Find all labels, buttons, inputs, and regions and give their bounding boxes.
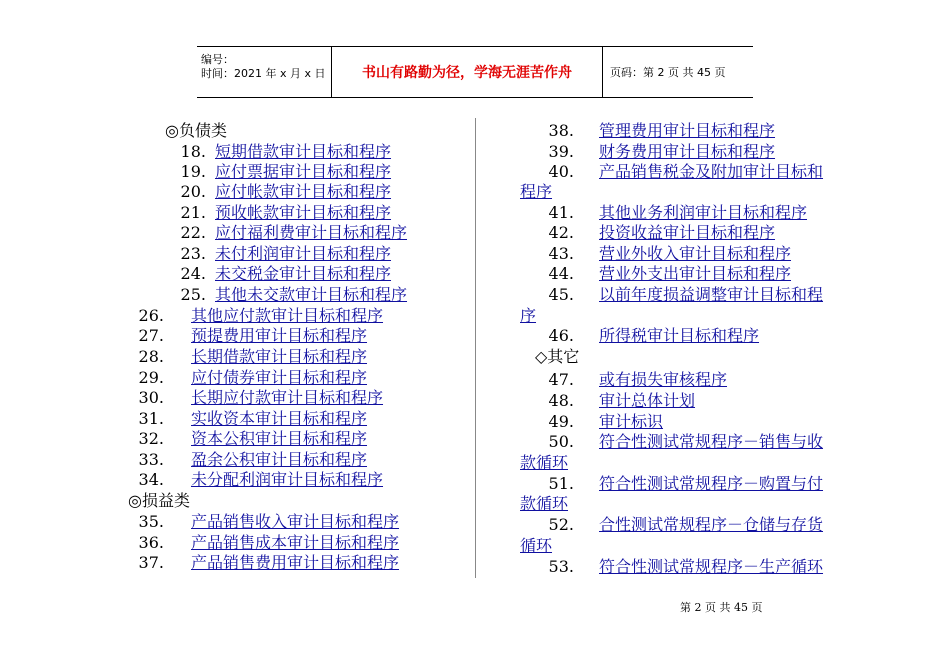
item-number: 49. — [548, 412, 574, 431]
item-link[interactable]: 资本公积审计目标和程序 — [191, 429, 368, 448]
item-link[interactable]: 盈余公积审计目标和程序 — [191, 450, 368, 469]
item-link-continuation[interactable]: 序 — [520, 306, 537, 325]
section-liabilities: ◎负债类 — [165, 121, 227, 140]
item-number: 22. — [180, 223, 206, 242]
item-number: 44. — [548, 264, 574, 283]
time-label: 时间：2021 年 x 月 x 日 — [201, 67, 326, 80]
item-number: 24. — [180, 264, 206, 283]
item-number: 39. — [548, 142, 574, 161]
item-number: 23. — [180, 244, 206, 263]
item-number: 37. — [138, 553, 164, 572]
item-link[interactable]: 或有损失审核程序 — [599, 370, 728, 389]
item-link[interactable]: 长期借款审计目标和程序 — [191, 347, 368, 366]
item-number: 31. — [138, 409, 164, 428]
item-link[interactable]: 其他业务利润审计目标和程序 — [599, 203, 808, 222]
item-number: 18. — [180, 142, 206, 161]
item-number: 30. — [138, 388, 164, 407]
item-link[interactable]: 其他应付款审计目标和程序 — [191, 306, 384, 325]
item-number: 48. — [548, 391, 574, 410]
item-number: 27. — [138, 326, 164, 345]
item-number: 46. — [548, 326, 574, 345]
item-link[interactable]: 审计标识 — [599, 412, 664, 431]
item-link[interactable]: 产品销售成本审计目标和程序 — [191, 533, 400, 552]
item-link[interactable]: 预收帐款审计目标和程序 — [215, 203, 392, 222]
item-link[interactable]: 应付债券审计目标和程序 — [191, 368, 368, 387]
column-divider — [475, 118, 476, 578]
item-link[interactable]: 预提费用审计目标和程序 — [191, 326, 368, 345]
item-link[interactable]: 未付利润审计目标和程序 — [215, 244, 392, 263]
item-link-continuation[interactable]: 款循环 — [520, 494, 569, 513]
item-link[interactable]: 应付帐款审计目标和程序 — [215, 182, 392, 201]
item-link[interactable]: 未分配利润审计目标和程序 — [191, 470, 384, 489]
item-link[interactable]: 其他未交款审计目标和程序 — [215, 285, 408, 304]
item-number: 29. — [138, 368, 164, 387]
item-link[interactable]: 未交税金审计目标和程序 — [215, 264, 392, 283]
item-link[interactable]: 符合性测试常规程序－购置与付 — [599, 474, 824, 493]
item-number: 21. — [180, 203, 206, 222]
item-link[interactable]: 以前年度损益调整审计目标和程 — [599, 285, 824, 304]
item-link[interactable]: 合性测试常规程序－仓储与存货 — [599, 515, 824, 534]
item-link[interactable]: 符合性测试常规程序－生产循环 — [599, 557, 824, 576]
item-link[interactable]: 长期应付款审计目标和程序 — [191, 388, 384, 407]
item-number: 41. — [548, 203, 574, 222]
item-link[interactable]: 管理费用审计目标和程序 — [599, 121, 776, 140]
page-header — [197, 46, 753, 98]
item-number: 33. — [138, 450, 164, 469]
item-link[interactable]: 营业外支出审计目标和程序 — [599, 264, 792, 283]
section-other: ◇其它 — [535, 347, 580, 366]
item-link[interactable]: 应付票据审计目标和程序 — [215, 162, 392, 181]
item-number: 19. — [180, 162, 206, 181]
item-link[interactable]: 营业外收入审计目标和程序 — [599, 244, 792, 263]
item-link[interactable]: 审计总体计划 — [599, 391, 696, 410]
item-number: 53. — [548, 557, 574, 576]
item-number: 36. — [138, 533, 164, 552]
item-number: 26. — [138, 306, 164, 325]
header-motto: 书山有路勤为径，学海无涯苦作舟 — [331, 47, 603, 97]
item-number: 52. — [548, 515, 574, 534]
item-number: 40. — [548, 162, 574, 181]
item-number: 28. — [138, 347, 164, 366]
item-link[interactable]: 财务费用审计目标和程序 — [599, 142, 776, 161]
item-link-continuation[interactable]: 循环 — [520, 536, 553, 555]
item-link-continuation[interactable]: 程序 — [520, 182, 553, 201]
item-number: 43. — [548, 244, 574, 263]
header-meta — [197, 47, 331, 97]
item-link[interactable]: 应付福利费审计目标和程序 — [215, 223, 408, 242]
serial-label: 编号： — [201, 53, 234, 66]
item-number: 25. — [180, 285, 206, 304]
item-link[interactable]: 产品销售税金及附加审计目标和 — [599, 162, 824, 181]
section-profit-loss: ◎损益类 — [128, 491, 190, 510]
item-number: 35. — [138, 512, 164, 531]
header-page-info: 页码：第 2 页 共 45 页 — [610, 66, 726, 79]
item-link[interactable]: 产品销售费用审计目标和程序 — [191, 553, 400, 572]
item-number: 20. — [180, 182, 206, 201]
item-number: 32. — [138, 429, 164, 448]
item-number: 45. — [548, 285, 574, 304]
item-number: 42. — [548, 223, 574, 242]
item-number: 51. — [548, 474, 574, 493]
item-number: 34. — [138, 470, 164, 489]
item-link[interactable]: 符合性测试常规程序－销售与收 — [599, 432, 824, 451]
item-number: 47. — [548, 370, 574, 389]
item-link[interactable]: 投资收益审计目标和程序 — [599, 223, 776, 242]
item-number: 38. — [548, 121, 574, 140]
item-link[interactable]: 所得税审计目标和程序 — [599, 326, 760, 345]
item-link[interactable]: 实收资本审计目标和程序 — [191, 409, 368, 428]
item-link[interactable]: 短期借款审计目标和程序 — [215, 142, 392, 161]
item-number: 50. — [548, 432, 574, 451]
item-link[interactable]: 产品销售收入审计目标和程序 — [191, 512, 400, 531]
item-link-continuation[interactable]: 款循环 — [520, 453, 569, 472]
page-footer: 第 2 页 共 45 页 — [680, 601, 763, 614]
